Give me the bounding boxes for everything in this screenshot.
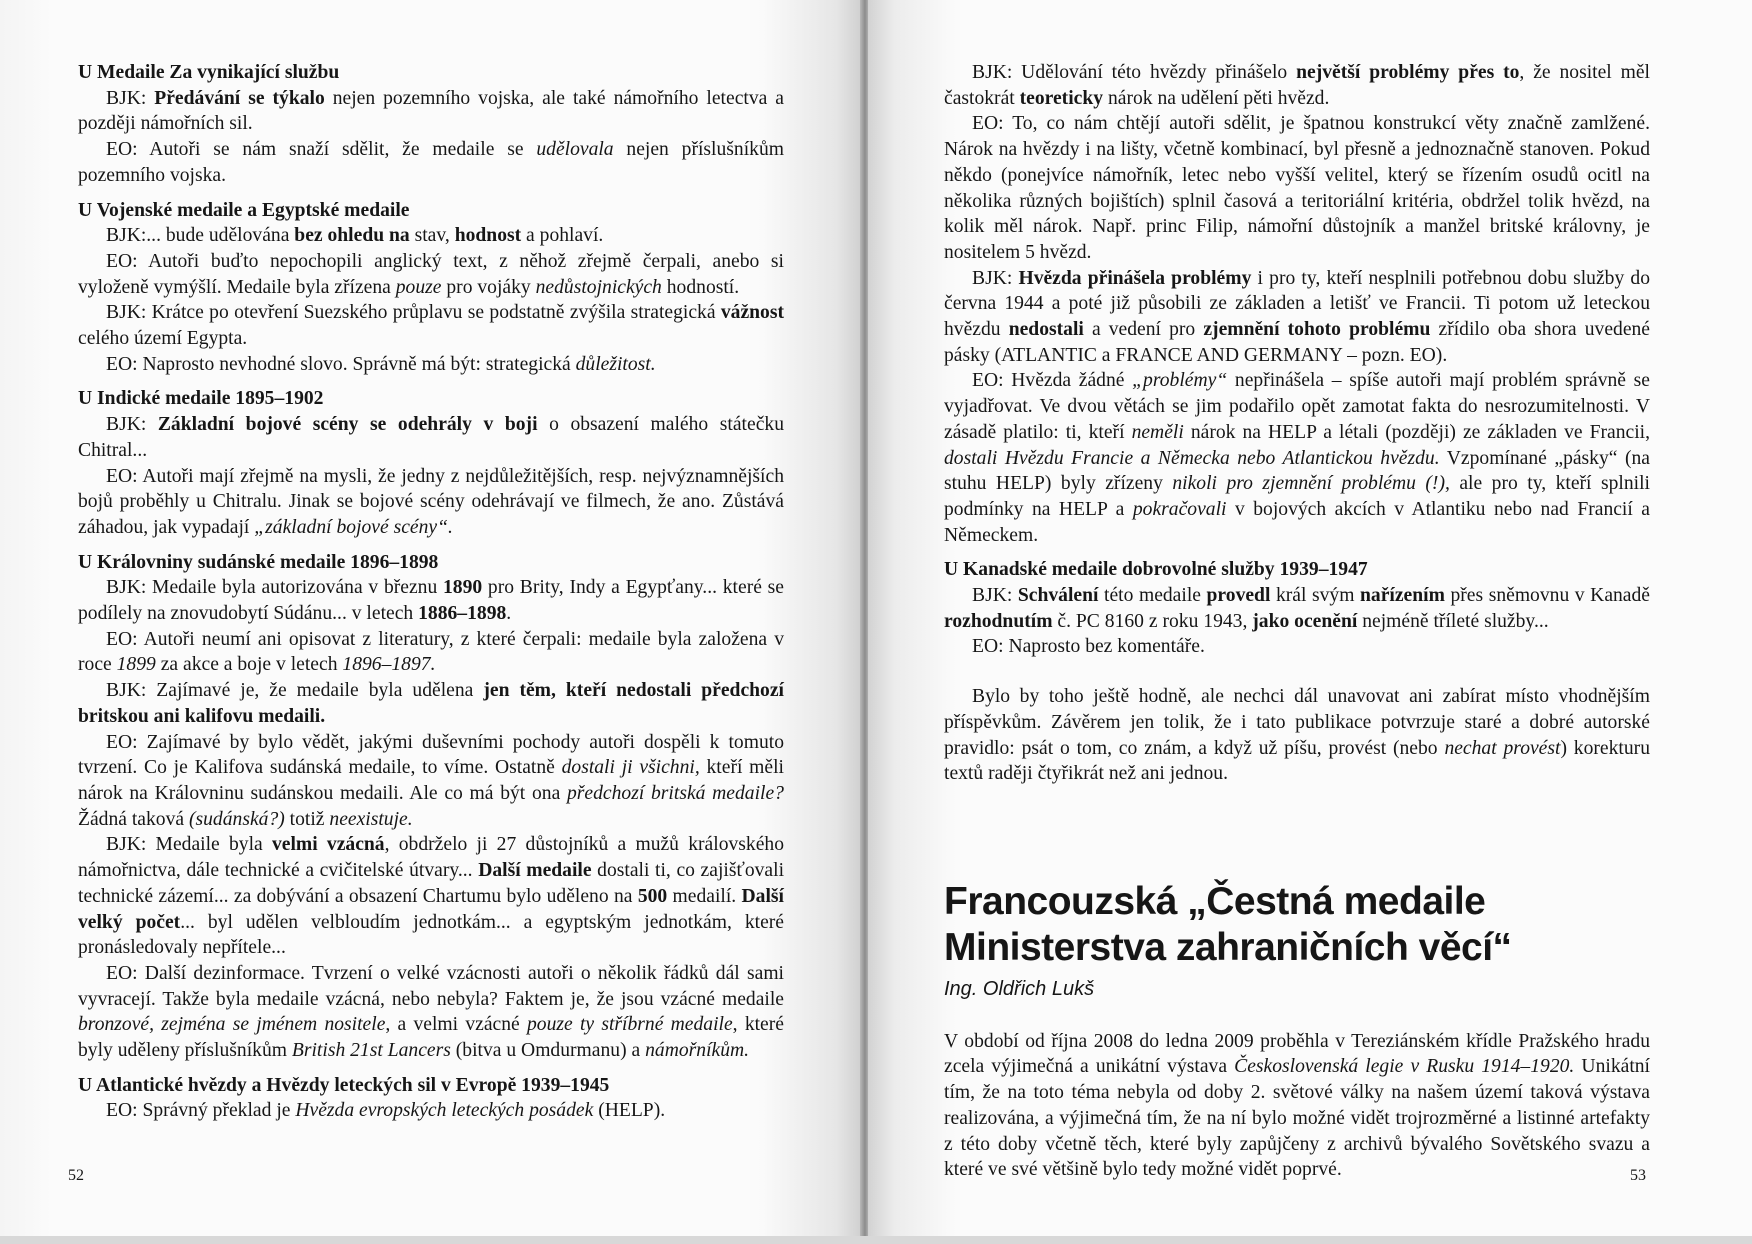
italic-run: „problémy“: [1132, 370, 1228, 392]
section-heading: U Kanadské medaile dobrovolné služby 1939–1947: [944, 559, 1368, 581]
bold-run: zjemnění tohoto problému: [1203, 319, 1431, 341]
article-author: Ing. Oldřich Lukš: [944, 977, 1095, 1000]
section-heading: U Atlantické hvězdy a Hvězdy leteckých sil v Evropě 1939–1945: [78, 1074, 610, 1096]
article-intro-paragraph: V období od října 2008 do ledna 2009 proběhla v Tereziánském křídle Pražského hradu zcela výjimečná a unikátní výstava Československá legie v Rusku 1914–1920. Unikátní tím, že na toto téma nebyla od doby 2. světové války na našem území taková výstava realizována, a výjimečná tím, že na ní bylo možné vidět trojrozměrné a listinné artefakty z této doby včetně těch, které byly zapůjčeny z archivů bývalého Sovětského svazu a které ve své většině bylo tedy možné vidět poprvé.: [944, 1030, 1650, 1181]
italic-run: British 21st Lancers: [291, 1040, 451, 1062]
italic-run: dostali Hvězdu Francie a Německa nebo Atlantickou hvězdu.: [944, 447, 1440, 469]
body-paragraph: EO: To, co nám chtějí autoři sdělit, je špatnou konstrukcí věty značně zamlžené. Nárok na hvězdy i na lišty, včetně kombinací, byl přesně a jednoznačně stanoven. Pokud někdo (ponejvíce námořník, letec nebo vyšší velitel, který se řízením osudů ocitl na několika různých bojištích) splnil časová a teritoriální kritéria, obdržel tolik hvězd, na kolik měl nárok. Např. princ Filip, námořní důstojník a manžel britské královny, je nositelem 5 hvězd.: [944, 113, 1650, 263]
bold-run: největší problémy přes to: [1296, 62, 1520, 83]
body-paragraph: Bylo by toho ještě hodně, ale nechci dál unavovat ani zabírat místo vhodnějším příspěvkům. Závěrem jen tolik, že i tato publikace potvrzuje staré a dobré autorské pravidlo: psát o tom, co znám, a když už píšu, provést (nebo nechat provést) korekturu textů raději čtyřikrát než ani jednou.: [944, 686, 1650, 785]
section-heading: U Vojenské medaile a Egyptské medaile: [78, 199, 410, 221]
italic-run: Československá legie v Rusku 1914–1920.: [1234, 1056, 1575, 1078]
body-paragraph: EO: Naprosto bez komentáře.: [972, 636, 1205, 658]
body-paragraph: BJK: Medaile byla autorizována v březnu 1890 pro Brity, Indy a Egypťany... které se podílely na znovudobytí Súdánu... v letech 1886–1898.: [78, 577, 784, 625]
bold-run: velmi vzácná: [271, 834, 385, 856]
bold-run: jen těm, kteří nedostali předchozí britskou ani kalifovu medaili.: [78, 680, 784, 727]
italic-run: důležitost.: [575, 353, 656, 375]
bold-run: jako ocenění: [1252, 610, 1358, 632]
italic-run: neexistuje.: [329, 808, 413, 830]
bold-run: vážnost: [720, 302, 784, 324]
bold-run: rozhodnutím: [944, 610, 1053, 632]
article-title-line: Francouzská „Čestná medaile: [944, 879, 1486, 923]
bold-run: provedl: [1206, 585, 1271, 607]
bold-run: teoreticky: [1019, 87, 1104, 109]
scan-bottom-edge: [0, 1236, 1752, 1244]
body-paragraph: BJK: Krátce po otevření Suezského průplavu se podstatně zvýšila strategická vážnost celého území Egypta.: [78, 302, 784, 350]
body-paragraph: BJK: Zajímavé je, že medaile byla udělena jen těm, kteří nedostali předchozí britskou ani kalifovu medaili.: [78, 680, 784, 727]
body-paragraph: EO: Hvězda žádné „problémy“ nepřinášela – spíše autoři mají problém správně se vyjadřovat. Ve dvou větách se jim podařilo opět zamotat fakta do nesrozumitelnosti. V zásadě platilo: ti, kteří neměli nárok na HELP a létali (později) ze základen ve Francii, dostali Hvězdu Francie a Německa nebo Atlantickou hvězdu. Vzpomínané „pásky“ (na stuhu HELP) byly zřízeny nikoli pro zjemnění problému (!), ale pro ty, kteří splnili podmínky na HELP a pokračovali v bojových akcích v Atlantiku nebo nad Francií a Německem.: [944, 370, 1651, 546]
italic-run: neměli: [1131, 421, 1184, 443]
italic-run: nedůstojnických: [535, 276, 662, 298]
bold-run: nedostali: [1008, 319, 1084, 341]
italic-run: pouze ty stříbrné medaile: [527, 1014, 733, 1036]
bold-run: Další medaile: [478, 860, 592, 882]
section-heading: U Medaile Za vynikající službu: [78, 62, 340, 83]
body-paragraph: EO: Autoři buďto nepochopili anglický text, z něhož zřejmě čerpali, anebo si vyloženě vymýšlí. Medaile byla zřízena pouze pro vojáky nedůstojnických hodností.: [78, 250, 784, 298]
bold-run: 1890: [443, 577, 483, 599]
italic-run: předchozí britská medaile?: [567, 782, 784, 804]
italic-run: 1896–1897.: [342, 654, 436, 676]
body-paragraph: BJK: Udělování této hvězdy přinášelo největší problémy přes to, že nositel měl častokrát teoreticky nárok na udělení pěti hvězd.: [944, 62, 1650, 109]
body-paragraph: BJK: Schválení této medaile provedl král svým nařízením přes sněmovnu v Kanadě rozhodnutím č. PC 8160 z roku 1943, jako ocenění nejméně tříleté služby...: [944, 585, 1651, 632]
section-gap: [944, 660, 1650, 684]
body-paragraph: EO: Naprosto nevhodné slovo. Správně má být: strategická důležitost.: [106, 353, 656, 375]
bold-run: Schválení: [1017, 585, 1099, 607]
page-number: 52: [68, 1167, 84, 1184]
section-heading: U Indické medaile 1895–1902: [78, 388, 324, 410]
italic-run: „základní bojové scény“.: [254, 516, 453, 538]
left-page-text-column: [78, 60, 784, 1124]
bold-run: bez ohledu na: [294, 225, 410, 247]
bold-run: Základní bojové scény se odehrály v boji: [157, 414, 538, 436]
body-paragraph: BJK: Základní bojové scény se odehrály v boji o obsazení malého státečku Chitral...: [78, 414, 784, 461]
bold-run: Předávání se týkalo: [154, 87, 325, 109]
italic-run: pokračovali: [1132, 498, 1227, 520]
bold-run: hodnost: [454, 225, 522, 247]
italic-run: námořníkům.: [645, 1040, 750, 1062]
italic-run: nechat provést: [1444, 737, 1561, 759]
italic-run: 1899: [116, 654, 156, 676]
bold-run: nařízením: [1360, 585, 1445, 607]
italic-run: (sudánská?): [188, 808, 285, 830]
italic-run: bronzové, zejména se jménem nositele: [78, 1014, 386, 1036]
left-page: [0, 0, 862, 1236]
article-title-line: Ministerstva zahraničních věcí“: [944, 925, 1512, 969]
body-paragraph: EO: Autoři neumí ani opisovat z literatury, z které čerpali: medaile byla založena v roce 1899 za akce a boje v letech 1896–1897.: [78, 628, 784, 676]
bold-run: 500: [637, 885, 668, 907]
body-paragraph: EO: Další dezinformace. Tvrzení o velké vzácnosti autoři o několik řádků dál sami vyvracejí. Takže byla medaile vzácná, nebo nebyla? Faktem je, že jsou vzácné medaile bronzové, zejména se jménem nositele, a velmi vzácné pouze ty stříbrné medaile, které byly uděleny příslušníkům British 21st Lancers (bitva u Omdurmanu) a námořníkům.: [78, 962, 784, 1062]
italic-run: dostali ji všichni,: [561, 757, 700, 779]
italic-run: pouze: [395, 276, 442, 298]
body-paragraph: EO: Správný překlad je Hvězda evropských leteckých posádek (HELP).: [106, 1100, 666, 1122]
body-paragraph: BJK:... bude udělována bez ohledu na stav, hodnost a pohlaví.: [106, 225, 604, 247]
body-paragraph: BJK: Hvězda přinášela problémy i pro ty, kteří nesplnili potřebnou dobu služby do června 1944 a poté již působili ze základen a letišť ve Francii. Ti potom už leteckou hvězdu nedostali a vedení pro zjemnění tohoto problému zřídilo oba shora uvedené pásky (ATLANTIC a FRANCE AND GERMANY – pozn. EO).: [944, 267, 1651, 366]
article-title: [944, 879, 1650, 971]
section-heading: U Královniny sudánské medaile 1896–1898: [78, 551, 439, 573]
body-paragraph: BJK: Medaile byla velmi vzácná, obdrželo ji 27 důstojníků a mužů královského námořnictva, dále technické a cvičitelské útvary... Další medaile dostali ti, co zajišťovali technické zázemí... za dobývání a obsazení Chartumu bylo uděleno na 500 medailí. Další velký počet... byl udělen velbloudím jednotkám... a egyptským jednotkám, které pronásledovaly nepřítele...: [78, 834, 785, 959]
page-number: 53: [1630, 1167, 1646, 1184]
bold-run: 1886–1898: [418, 603, 507, 625]
body-paragraph: EO: Autoři mají zřejmě na mysli, že jedny z nejdůležitějších, resp. nejvýznamnějších bojů proběhly u Chitralu. Jinak se bojové scény odehrávají ve filmech, že ano. Zůstává záhadou, jak vypadají „základní bojové scény“.: [78, 465, 784, 538]
body-paragraph: EO: Autoři se nám snaží sdělit, že medaile se udělovala nejen příslušníkům pozemního vojska.: [78, 139, 784, 186]
right-page: [868, 0, 1752, 1236]
body-paragraph: EO: Zajímavé by bylo vědět, jakými duševními pochody autoři dospěli k tomuto tvrzení. Co je Kalifova sudánská medaile, to víme. Ostatně dostali ji všichni, kteří měli nárok na Královninu sudánskou medaili. Ale co má být ona předchozí britská medaile? Žádná taková (sudánská?) totiž neexistuje.: [78, 731, 784, 830]
italic-run: udělovala: [536, 139, 614, 161]
right-page-text-column: [944, 60, 1650, 1183]
italic-run: nikoli pro zjemnění problému (!),: [1172, 473, 1450, 495]
review-continuation: [944, 60, 1650, 787]
body-paragraph: BJK: Předávání se týkalo nejen pozemního vojska, ale také námořního letectva a později námořních sil.: [78, 87, 784, 135]
bold-run: Hvězda přinášela problémy: [1018, 267, 1252, 289]
italic-run: Hvězda evropských leteckých posádek: [295, 1100, 594, 1122]
bold-run: Další velký počet: [78, 885, 784, 933]
